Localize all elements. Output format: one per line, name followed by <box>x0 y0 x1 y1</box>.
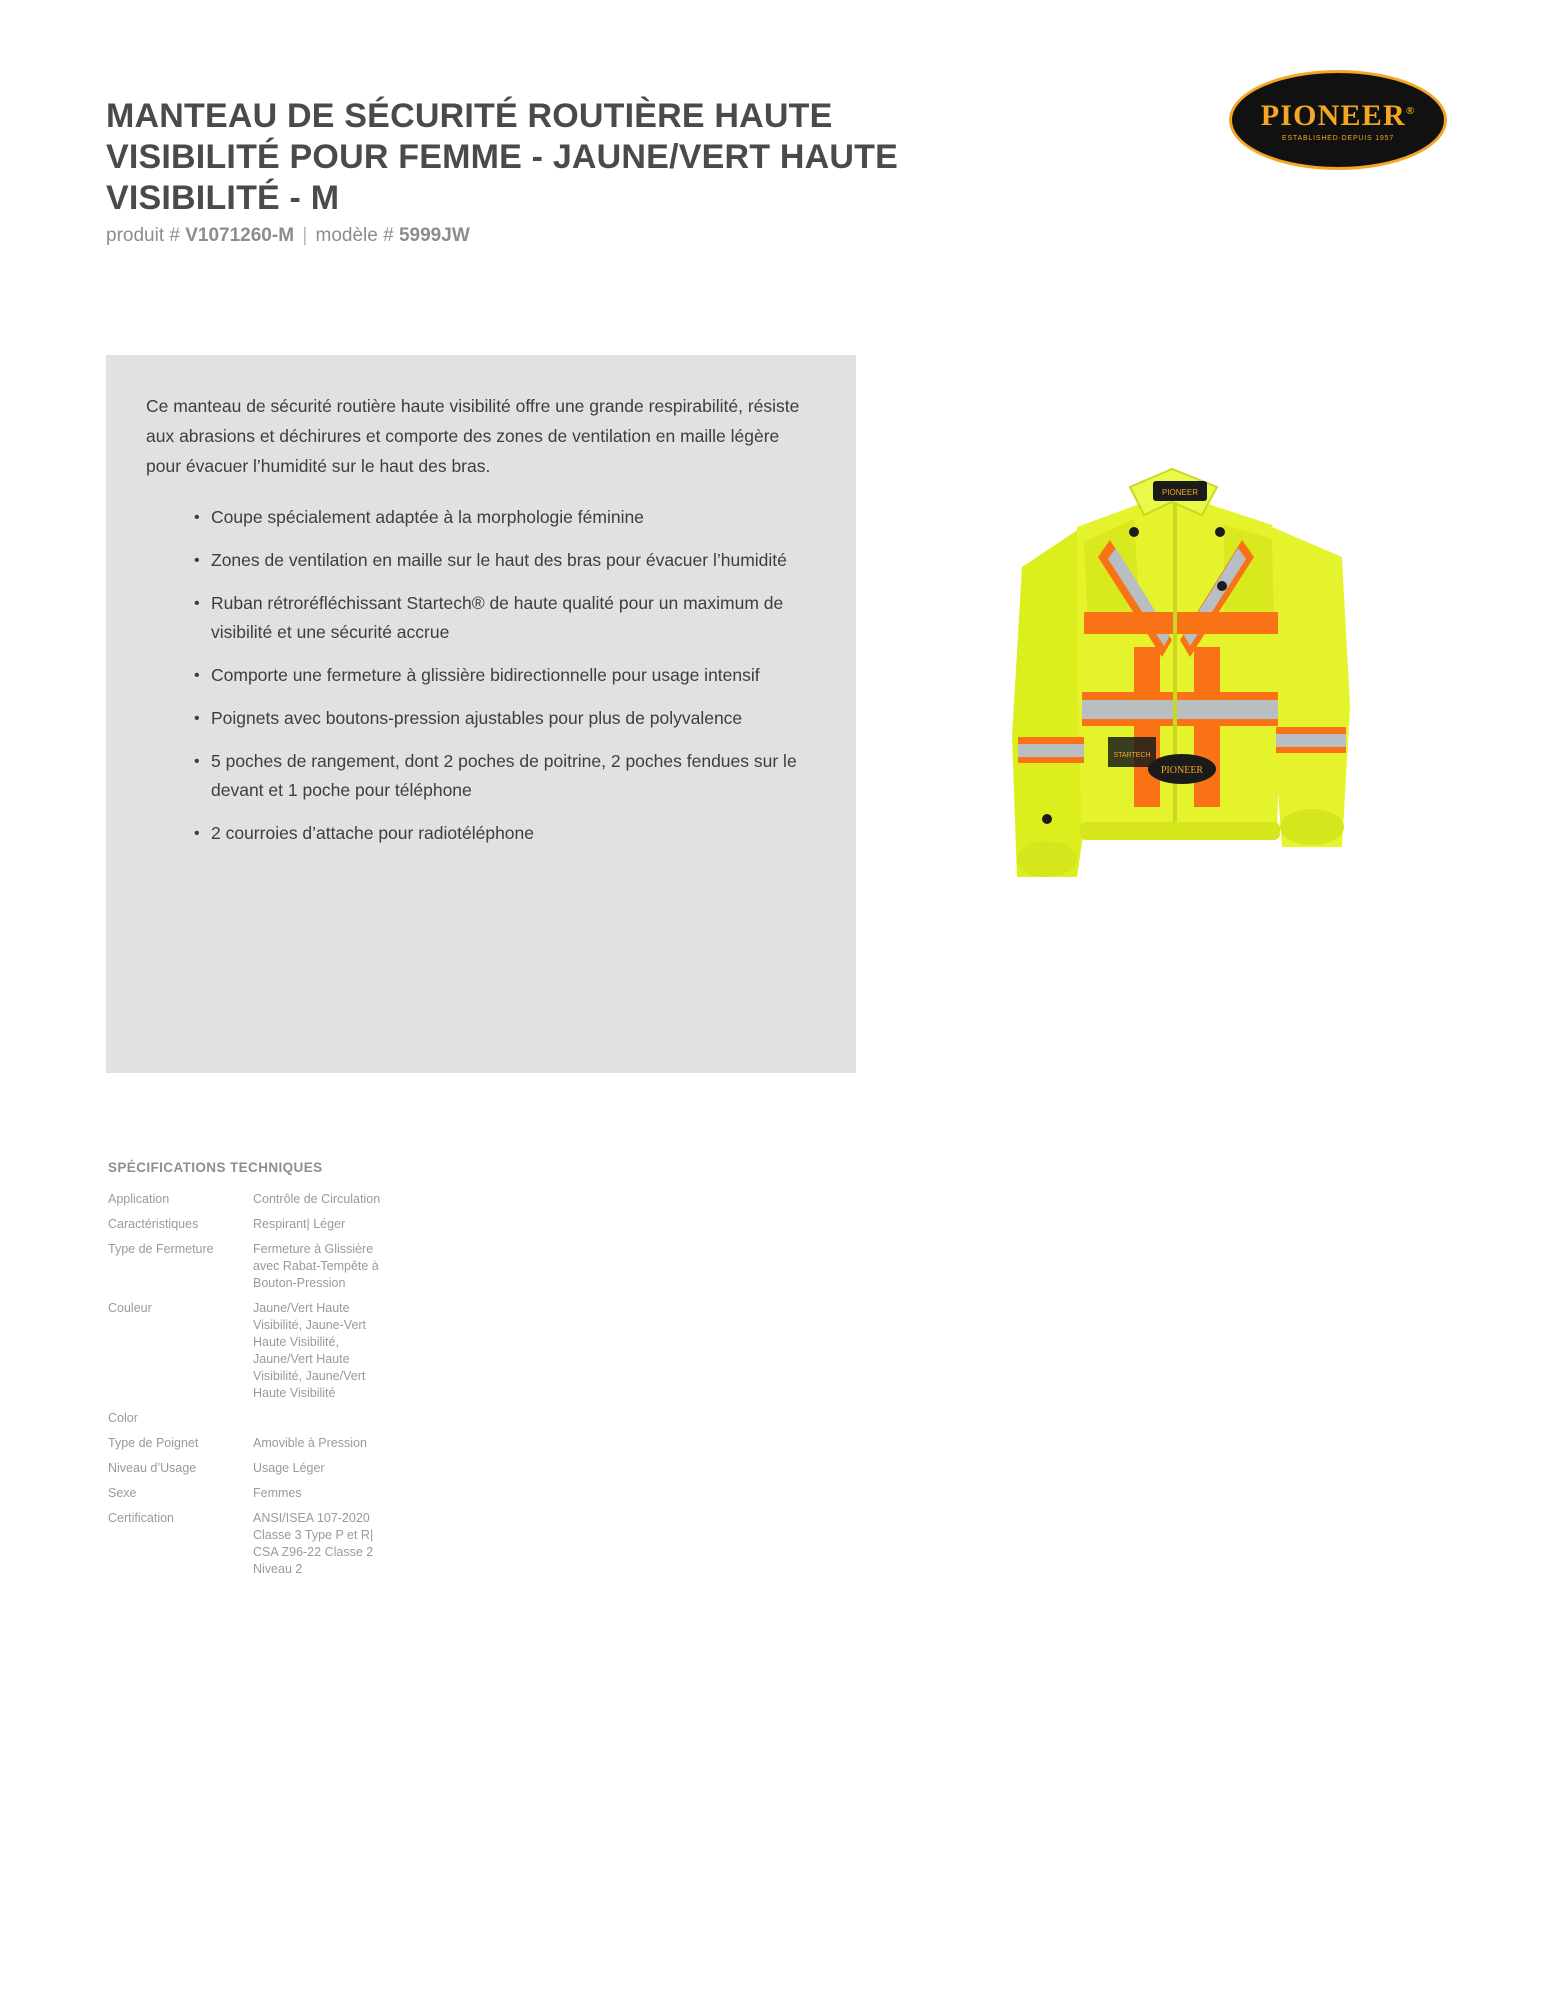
list-item: • Ruban rétroréfléchissant Startech® de haute qualité pour un maximum de visibilité et une sécurité accrue <box>194 589 816 647</box>
spec-row-certification <box>108 1510 528 1578</box>
product-number-label: produit # <box>106 225 180 246</box>
logo-registered-mark: ® <box>1405 104 1416 117</box>
spec-label: Sexe <box>108 1486 137 1500</box>
spec-value: Usage Léger <box>253 1461 325 1475</box>
spec-value: Amovible à Pression <box>253 1436 367 1450</box>
list-item: • 2 courroies d’attache pour radiotéléphone <box>194 819 816 848</box>
spec-value: Jaune/Vert Haute Visibilité, Jaune-Vert Haute Visibilité, Jaune/Vert Haute Visibilité, Jaune/Vert Haute Visibilité <box>253 1301 367 1400</box>
model-number-label: modèle # <box>315 225 394 246</box>
logo-tagline: ESTABLISHED·DEPUIS 1957 <box>1281 134 1395 142</box>
product-image <box>872 407 1479 974</box>
svg-text:STARTECH: STARTECH <box>1113 752 1151 759</box>
product-meta <box>106 225 1446 247</box>
list-item: • 5 poches de rangement, dont 2 poches de poitrine, 2 poches fendues sur le devant et 1 poche pour téléphone <box>194 747 816 805</box>
spec-row-color <box>108 1410 528 1427</box>
spec-label: Application <box>108 1192 170 1206</box>
spec-label: Niveau d’Usage <box>108 1461 197 1475</box>
spec-row-sexe <box>108 1485 528 1502</box>
specs-title: SPÉCIFICATIONS TECHNIQUES <box>108 1160 323 1175</box>
spec-value: Contrôle de Circulation <box>253 1192 381 1206</box>
page-title: MANTEAU DE SÉCURITÉ ROUTIÈRE HAUTE VISIBILITÉ POUR FEMME - JAUNE/VERT HAUTE VISIBILITÉ - M <box>106 97 898 217</box>
spec-row-type-de-fermeture <box>108 1241 528 1292</box>
spec-label: Caractéristiques <box>108 1217 199 1231</box>
list-item: • Poignets avec boutons-pression ajustables pour plus de polyvalence <box>194 704 816 733</box>
list-item: • Coupe spécialement adaptée à la morphologie féminine <box>194 503 816 532</box>
logo-ellipse-icon <box>1229 70 1447 170</box>
spec-label: Color <box>108 1411 138 1425</box>
spec-row-niveau-dusage <box>108 1460 528 1477</box>
description-intro: Ce manteau de sécurité routière haute visibilité offre une grande respirabilité, résiste aux abrasions et déchirures et comporte des zones de ventilation en maille légère pour évacuer l’humidité sur le haut des bras. <box>146 396 800 476</box>
spec-value: ANSI/ISEA 107-2020 Classe 3 Type P et R| CSA Z96-22 Classe 2 Niveau 2 <box>253 1511 374 1576</box>
spec-row-couleur <box>108 1300 528 1402</box>
spec-label: Certification <box>108 1511 174 1525</box>
spec-label: Couleur <box>108 1301 152 1315</box>
logo-brand-text: PIONEER <box>1260 98 1406 132</box>
safety-jacket-illustration <box>872 407 1479 974</box>
spec-row-caracteristiques <box>108 1216 528 1233</box>
svg-text:PIONEER: PIONEER <box>1161 488 1199 497</box>
description-panel <box>106 355 856 1073</box>
spec-label: Type de Poignet <box>108 1436 199 1450</box>
meta-separator: | <box>302 225 308 246</box>
list-item: • Zones de ventilation en maille sur le haut des bras pour évacuer l’humidité <box>194 546 816 575</box>
spec-value: Femmes <box>253 1486 302 1500</box>
spec-label: Type de Fermeture <box>108 1242 214 1256</box>
spec-value: Respirant| Léger <box>253 1217 346 1231</box>
spec-value: Fermeture à Glissière avec Rabat-Tempête à Bouton-Pression <box>253 1242 379 1290</box>
model-number-value: 5999JW <box>398 225 470 246</box>
logo-wordmark <box>1261 99 1416 133</box>
list-item: • Comporte une fermeture à glissière bidirectionnelle pour usage intensif <box>194 661 816 690</box>
feature-list <box>146 503 816 848</box>
svg-text:PIONEER: PIONEER <box>1160 765 1204 776</box>
technical-specifications <box>108 1160 528 1586</box>
product-number-value: V1071260-M <box>185 225 295 246</box>
brand-logo <box>1229 70 1447 170</box>
spec-row-type-de-poignet <box>108 1435 528 1452</box>
spec-row-application <box>108 1191 528 1208</box>
